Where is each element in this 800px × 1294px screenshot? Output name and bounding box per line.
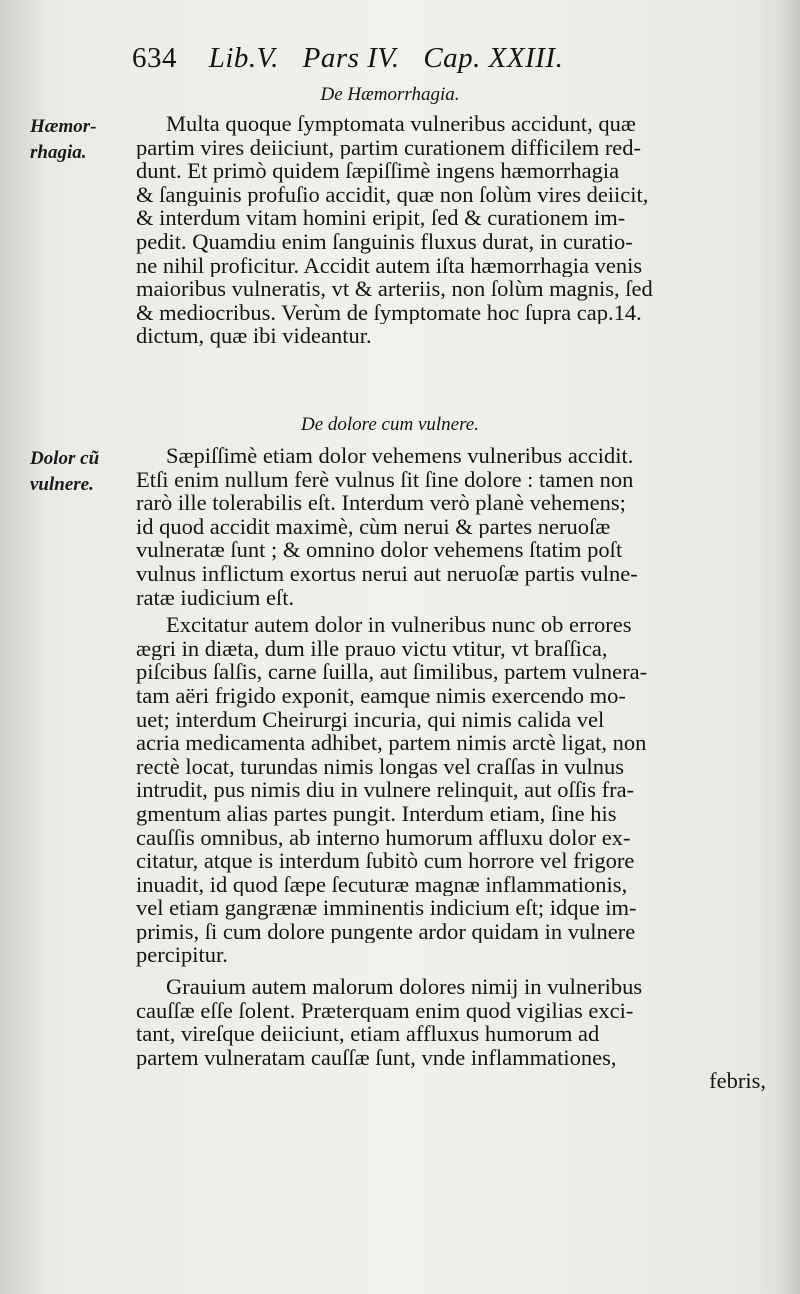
text-line: vulneratæ ſunt ; & omnino dolor vehemens ſtatim poſt xyxy=(136,538,623,562)
catchword: febris, xyxy=(709,1069,766,1094)
text-line: ægri in diæta, dum ille prauo victu vtitur, vt braſſica, xyxy=(136,636,608,661)
section-body-dolor xyxy=(136,444,766,1093)
page-edge-shadow xyxy=(782,0,800,1294)
text-line: Excitatur autem dolor in vulneribus nunc ob errores xyxy=(166,613,632,637)
text-line: gmentum alias partes pungit. Interdum etiam, ſine his xyxy=(136,801,617,826)
text-line: & mediocribus. Verùm de ſymptomate hoc ſupra cap.14. xyxy=(136,300,642,325)
chapter-label: Cap. XXIII. xyxy=(423,42,564,74)
text-line: & ſanguinis profuſio accidit, quæ non ſolùm vires deiicit, xyxy=(136,182,649,207)
text-line: id quod accidit maximè, cùm nerui & partes neruoſæ xyxy=(136,514,611,539)
part-label: Pars IV. xyxy=(302,42,400,74)
running-head xyxy=(132,42,772,75)
margin-note-dolor xyxy=(30,446,130,498)
text-line: cauſſis omnibus, ab interno humorum affluxu dolor ex- xyxy=(136,825,631,850)
section-title-haemorrhagia: De Hæmorrhagia. xyxy=(320,84,460,105)
text-line: inuadit, id quod ſæpe ſecuturæ magnæ inflammationis, xyxy=(136,872,628,897)
text-line: dictum, quæ ibi videantur. xyxy=(136,324,372,348)
section-body-haemorrhagia xyxy=(136,112,766,348)
margin-note-line: Hæmor- xyxy=(30,116,97,137)
text-line: Grauium autem malorum dolores nimij in vulneribus xyxy=(166,975,643,999)
text-line: percipitur. xyxy=(136,943,228,968)
page-number: 634 xyxy=(132,42,177,74)
text-line: tam aëri frigido exponit, eamque nimis exercendo mo- xyxy=(136,683,626,708)
text-line: primis, ſi cum dolore pungente ardor quidam in vulnere xyxy=(136,919,636,944)
text-line: cauſſæ eſſe ſolent. Præterquam enim quod vigilias exci- xyxy=(136,998,634,1023)
text-line: vel etiam gangrænæ imminentis indicium eſt; idque im- xyxy=(136,896,637,920)
text-line: Multa quoque ſymptomata vulneribus accidunt, quæ xyxy=(166,112,636,136)
text-line: piſcibus ſalſis, carne ſuilla, aut ſimilibus, partem vulnera- xyxy=(136,660,648,684)
text-line: intrudit, pus nimis diu in vulnere relinquit, aut oſſis fra- xyxy=(136,778,635,802)
text-line: acria medicamenta adhibet, partem nimis arctè ligat, non xyxy=(136,731,647,755)
text-line: pedit. Quamdiu enim ſanguinis fluxus durat, in curatio- xyxy=(136,229,633,254)
margin-note-line: vulnere. xyxy=(30,474,94,495)
text-line: citatur, atque is interdum ſubitò cum horrore vel frigore xyxy=(136,849,635,873)
book-label: Lib.V. xyxy=(208,42,279,74)
text-line: Sæpiſſimè etiam dolor vehemens vulneribus accidit. xyxy=(166,444,634,468)
text-line: tant, vireſque deiiciunt, etiam affluxus humorum ad xyxy=(136,1022,600,1046)
text-line: partem vulneratam cauſſæ ſunt, vnde inflammationes, xyxy=(136,1045,617,1070)
margin-note-line: Dolor cũ xyxy=(30,448,100,469)
text-line: maioribus vulneratis, vt & arteriis, non ſolùm magnis, ſed xyxy=(136,277,653,301)
margin-note-line: rhagia. xyxy=(30,142,87,163)
text-line: dunt. Et primò quidem ſæpiſſimè ingens hæmorrhagia xyxy=(136,159,620,183)
text-line: & interdum vitam homini eripit, ſed & curationem im- xyxy=(136,206,626,230)
section-title-dolor: De dolore cum vulnere. xyxy=(301,414,479,435)
text-line: rectè locat, turundas nimis longas vel craſſas in vulnus xyxy=(136,754,625,779)
margin-note-haemorrhagia xyxy=(30,114,130,166)
text-line: partim vires deiiciunt, partim curationem difficilem red- xyxy=(136,135,642,160)
text-line: vulnus inflictum exortus nerui aut neruoſæ partis vulne- xyxy=(136,561,638,586)
text-line: Etſi enim nullum ferè vulnus ſit ſine dolore : tamen non xyxy=(136,467,634,492)
text-line: ne nihil proficitur. Accidit autem iſta hæmorrhagia venis xyxy=(136,253,643,278)
text-line: rarò ille tolerabilis eſt. Interdum verò planè vehemens; xyxy=(136,491,626,515)
text-line: ratæ iudicium eſt. xyxy=(136,585,295,610)
text-line: uet; interdum Cheirurgi incuria, qui nimis calida vel xyxy=(136,707,605,732)
